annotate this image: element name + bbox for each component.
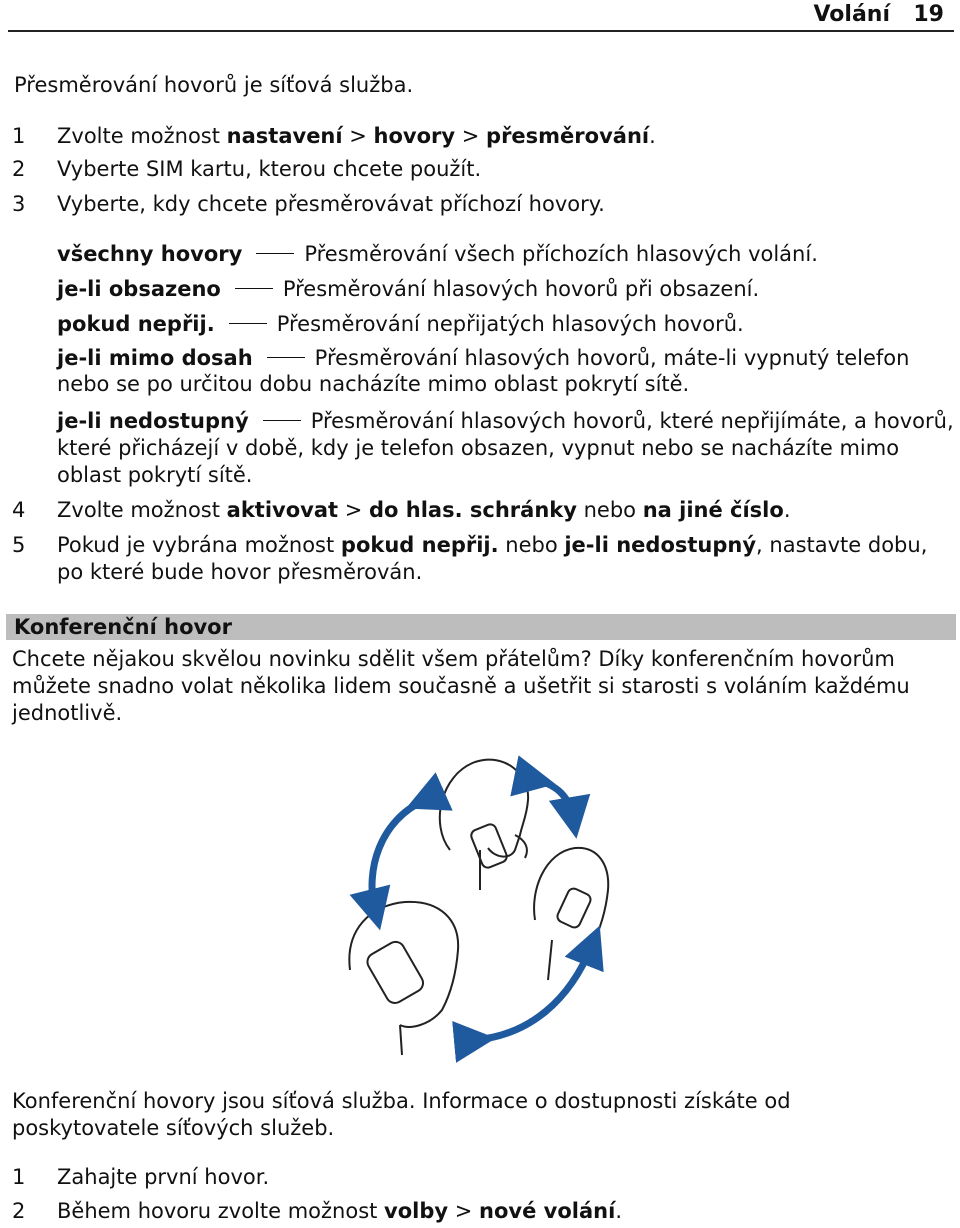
step-4-text: Zvolte možnost aktivovat > do hlas. schránky nebo na jiné číslo. bbox=[57, 498, 791, 522]
step-1-text: Zvolte možnost nastavení > hovory > přesměrování. bbox=[57, 124, 656, 148]
step-number: 2 bbox=[12, 157, 26, 181]
conf-step-1-text: Zahajte první hovor. bbox=[57, 1165, 270, 1189]
note-text: Konferenční hovory jsou síťová služba. Informace o dostupnosti získáte od bbox=[12, 1089, 791, 1113]
step-2-text: Vyberte SIM kartu, kterou chcete použít. bbox=[57, 157, 482, 181]
step-5-text-cont: po které bude hovor přesměrován. bbox=[57, 560, 423, 584]
step-number: 1 bbox=[12, 1165, 26, 1189]
chapter-title: Volání bbox=[813, 2, 890, 27]
section-heading-bar bbox=[6, 614, 956, 640]
option-out-of-reach: je-li mimo dosah Přesměrování hlasových hovorů, máte-li vypnutý telefon bbox=[57, 346, 910, 370]
person-right-icon bbox=[534, 848, 608, 980]
option-busy: je-li obsazeno Přesměrování hlasových hovorů při obsazení. bbox=[57, 277, 760, 301]
section-title: Konferenční hovor bbox=[14, 615, 232, 639]
person-bottom-icon bbox=[349, 902, 458, 1055]
section-paragraph: můžete snadno volat několika lidem současně a ušetřit si starosti s voláním každému bbox=[12, 674, 910, 698]
section-paragraph: Chcete nějakou skvělou novinku sdělit všem přátelům? Díky konferenčním hovorům bbox=[12, 647, 895, 671]
page-number: 19 bbox=[913, 2, 944, 27]
conf-step-2-text: Během hovoru zvolte možnost volby > nové volání. bbox=[57, 1199, 622, 1223]
step-3-text: Vyberte, kdy chcete přesměrovávat příchozí hovory. bbox=[57, 192, 605, 216]
option-all-calls: všechny hovory Přesměrování všech příchozích hlasových volání. bbox=[57, 242, 818, 266]
step-number: 3 bbox=[12, 192, 26, 216]
step-number: 5 bbox=[12, 533, 26, 557]
intro-text: Přesměrování hovorů je síťová služba. bbox=[14, 73, 414, 97]
option-not-answered: pokud nepřij. Přesměrování nepřijatých hlasových hovorů. bbox=[57, 312, 744, 336]
person-top-icon bbox=[440, 760, 528, 890]
step-number: 2 bbox=[12, 1199, 26, 1223]
step-number: 1 bbox=[12, 124, 26, 148]
page-header bbox=[8, 0, 954, 32]
note-text: poskytovatele síťových služeb. bbox=[12, 1116, 335, 1140]
option-unavailable-cont: oblast pokrytí sítě. bbox=[57, 463, 253, 487]
section-paragraph: jednotlivě. bbox=[12, 701, 123, 725]
conference-call-illustration bbox=[330, 740, 640, 1070]
option-out-of-reach-cont: nebo se po určitou dobu nacházíte mimo oblast pokrytí sítě. bbox=[57, 372, 690, 396]
step-5-text: Pokud je vybrána možnost pokud nepřij. nebo je-li nedostupný, nastavte dobu, bbox=[57, 533, 928, 557]
option-unavailable-cont: které přicházejí v době, kdy je telefon obsazen, vypnut nebo se nacházíte mimo bbox=[57, 436, 900, 460]
step-number: 4 bbox=[12, 498, 26, 522]
option-unavailable: je-li nedostupný Přesměrování hlasových hovorů, které nepřijímáte, a hovorů, bbox=[57, 409, 954, 433]
